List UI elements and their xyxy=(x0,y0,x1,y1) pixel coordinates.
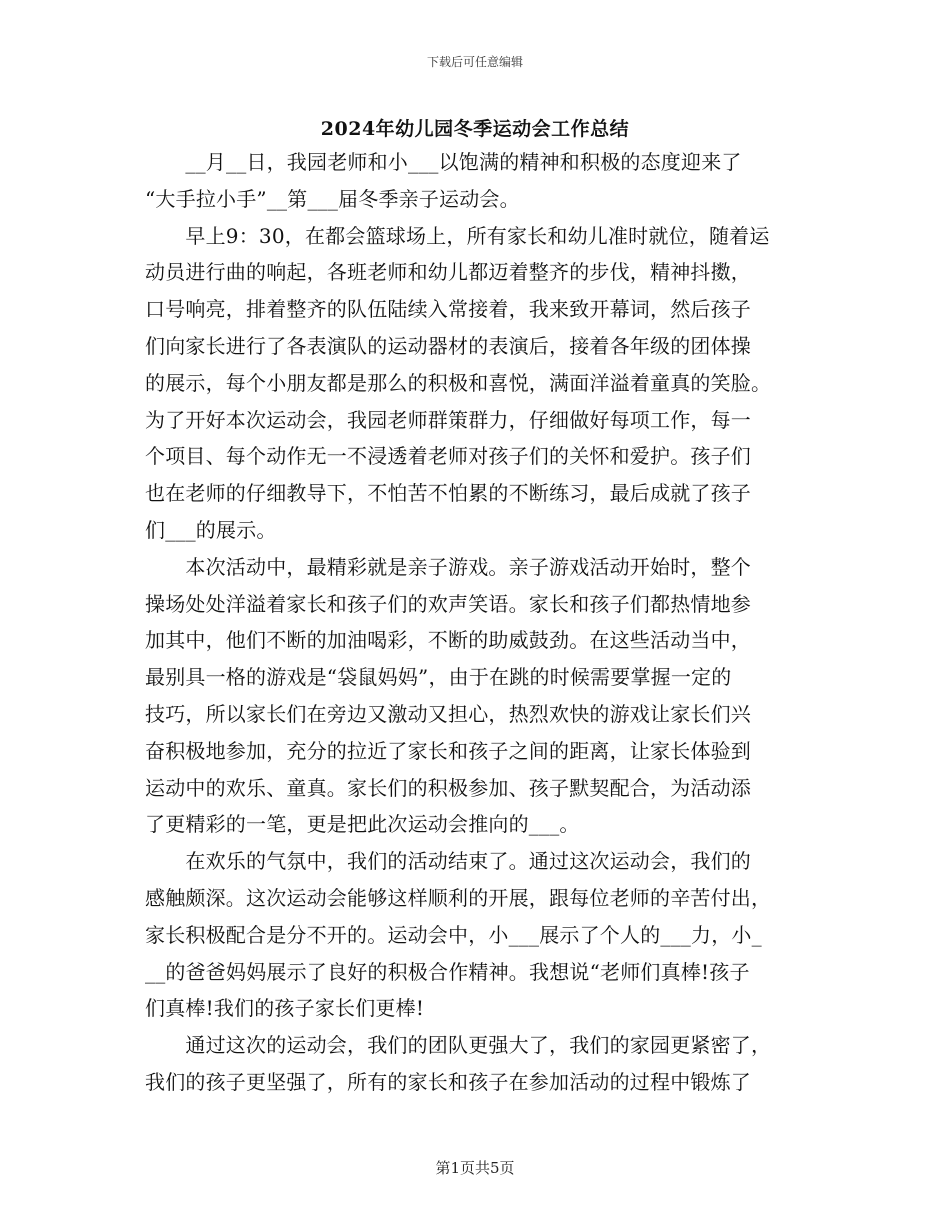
body-line: 个项目、每个动作无一不浸透着老师对孩子们的关怀和爱护。孩子们 xyxy=(145,444,751,469)
body-line: 运动中的欢乐、童真。家长们的积极参加、孩子默契配合，为活动添 xyxy=(145,775,751,800)
body-line: __的爸爸妈妈展示了良好的积极合作精神。我想说“老师们真棒!孩子 xyxy=(145,959,750,984)
body-line: 了更精彩的一笔，更是把此次运动会推向的___。 xyxy=(145,812,580,837)
body-line: 们___的展示。 xyxy=(145,517,277,542)
body-line: 通过这次的运动会，我们的团队更强大了，我们的家园更紧密了， xyxy=(145,1033,772,1058)
body-line: 感触颇深。这次运动会能够这样顺利的开展，跟每位老师的辛苦付出， xyxy=(145,885,772,910)
body-line: 动员进行曲的响起，各班老师和幼儿都迈着整齐的步伐，精神抖擞， xyxy=(145,260,751,285)
body-line: 们真棒!我们的孩子家长们更棒! xyxy=(145,996,425,1021)
body-line: 们向家长进行了各表演队的运动器材的表演后，接着各年级的团体操 xyxy=(145,333,751,358)
body-line: 奋积极地参加，充分的拉近了家长和孩子之间的距离，让家长体验到 xyxy=(145,738,751,763)
body-line: “大手拉小手”__第___届冬季亲子运动会。 xyxy=(145,186,520,211)
body-line: 操场处处洋溢着家长和孩子们的欢声笑语。家长和孩子们都热情地参 xyxy=(145,591,751,616)
document-title: 2024年幼儿园冬季运动会工作总结 xyxy=(320,118,630,140)
body-line: 的展示，每个小朋友都是那么的积极和喜悦，满面洋溢着童真的笑脸。 xyxy=(145,370,772,395)
body-line: 技巧，所以家长们在旁边又激动又担心，热烈欢快的游戏让家长们兴 xyxy=(145,701,751,726)
body-line: 加其中，他们不断的加油喝彩，不断的助威鼓劲。在这些活动当中， xyxy=(145,628,751,653)
body-line: 为了开好本次运动会，我园老师群策群力，仔细做好每项工作，每一 xyxy=(145,407,751,432)
body-line: 我们的孩子更坚强了，所有的家长和孩子在参加活动的过程中锻炼了 xyxy=(145,1069,751,1094)
page-number: 第1页共5页 xyxy=(435,1159,515,1177)
body-line: 最别具一格的游戏是“袋鼠妈妈”，由于在跳的时候需要掌握一定的 xyxy=(145,665,732,690)
body-line: 家长积极配合是分不开的。运动会中，小___展示了个人的___力，小_ xyxy=(145,922,762,947)
page-header-note: 下载后可任意编辑 xyxy=(426,55,523,69)
body-line: 本次活动中，最精彩就是亲子游戏。亲子游戏活动开始时，整个 xyxy=(145,554,751,579)
body-line: 在欢乐的气氛中，我们的活动结束了。通过这次运动会，我们的 xyxy=(145,849,751,874)
body-line: __月__日，我园老师和小___以饱满的精神和积极的态度迎来了 xyxy=(145,150,742,174)
document-body xyxy=(145,144,810,1101)
body-line: 也在老师的仔细教导下，不怕苦不怕累的不断练习，最后成就了孩子 xyxy=(145,481,751,506)
body-line: 早上9：30，在都会篮球场上，所有家长和幼儿准时就位，随着运 xyxy=(145,223,770,248)
body-line: 口号响亮，排着整齐的队伍陆续入常接着，我来致开幕词，然后孩子 xyxy=(145,297,751,322)
